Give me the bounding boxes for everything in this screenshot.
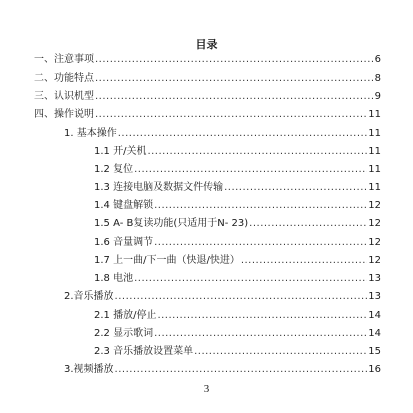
toc-entry-page: 12: [368, 200, 381, 211]
toc-entry-page: 13: [368, 273, 381, 284]
toc-entry-label: 2.1 播放/停止: [94, 310, 157, 321]
toc-entry: [94, 216, 381, 230]
toc-entry: [94, 235, 381, 249]
toc-entry-label: 三、认识机型: [34, 91, 94, 102]
toc-leader-dots: [154, 237, 367, 249]
toc-entry-page: 14: [368, 310, 381, 321]
toc-entry-label: 1.5 A- B复读功能(只适用于N- 23): [94, 218, 249, 229]
toc-leader-dots: [147, 146, 367, 158]
toc-entry: [94, 162, 381, 176]
toc-entry-page: 12: [368, 237, 381, 248]
toc-entry: [64, 362, 381, 376]
toc-entry-label: 1.3 连接电脑及数据文件传输: [94, 182, 224, 193]
toc-entry: [94, 271, 381, 285]
toc-entry-label: 1.6 音量调节: [94, 237, 154, 248]
toc-leader-dots: [118, 128, 368, 140]
toc-entry-label: 2.3 音乐播放设置菜单: [94, 346, 194, 357]
toc-leader-dots: [95, 73, 374, 85]
page-number: 3: [203, 383, 210, 395]
toc-leader-dots: [194, 346, 367, 358]
toc-entry: [94, 144, 381, 158]
toc-entry-page: 9: [374, 91, 381, 102]
toc-leader-dots: [115, 291, 368, 303]
toc-entry: [94, 326, 381, 340]
toc-entry-label: 四、操作说明: [34, 109, 94, 120]
toc-leader-dots: [115, 364, 368, 376]
toc-title: 目录: [195, 38, 218, 51]
toc-entry-page: 11: [368, 109, 381, 120]
toc-entry-label: 1. 基本操作: [64, 128, 117, 139]
toc-entry-page: 12: [368, 255, 381, 266]
toc-entry-page: 8: [374, 73, 381, 84]
toc-entry-label: 二、功能特点: [34, 73, 94, 84]
toc-leader-dots: [154, 328, 367, 340]
toc-entry-page: 12: [368, 218, 381, 229]
toc-entry-label: 1.4 键盘解锁: [94, 200, 154, 211]
toc-leader-dots: [157, 310, 367, 322]
toc-leader-dots: [249, 218, 367, 230]
toc-entry: [34, 107, 381, 121]
toc-entry: [34, 89, 381, 103]
toc-entry-label: 3.视频播放: [64, 364, 114, 375]
toc-entry-page: 13: [368, 291, 381, 302]
toc-leader-dots: [95, 109, 367, 121]
toc-leader-dots: [241, 255, 367, 267]
toc-entry: [64, 289, 381, 303]
toc-entry: [94, 308, 381, 322]
toc-entry-page: 11: [368, 164, 381, 175]
toc-entry: [94, 180, 381, 194]
toc-entry: [34, 52, 381, 66]
toc-entry-page: 16: [368, 364, 381, 375]
toc-leader-dots: [154, 200, 367, 212]
toc-entry-page: 6: [374, 54, 381, 65]
toc-entry: [94, 198, 381, 212]
toc-leader-dots: [95, 54, 374, 66]
toc-leader-dots: [95, 91, 374, 103]
toc-entry-label: 一、注意事项: [34, 54, 94, 65]
toc-entry-label: 1.1 开/关机: [94, 146, 147, 157]
toc-entry-label: 1.7 上一曲/下一曲（快退/快进）: [94, 255, 240, 266]
toc-entry: [94, 253, 381, 267]
toc-leader-dots: [134, 273, 367, 285]
toc-entry-label: 2.音乐播放: [64, 291, 114, 302]
toc-entry-page: 15: [368, 346, 381, 357]
toc-entry-page: 11: [368, 146, 381, 157]
toc-leader-dots: [224, 182, 367, 194]
toc-entry-page: 11: [368, 182, 381, 193]
toc-entry: [34, 71, 381, 85]
toc-entry-page: 14: [368, 328, 381, 339]
toc-leader-dots: [134, 164, 367, 176]
toc-entry-label: 1.2 复位: [94, 164, 134, 175]
toc-entry: [64, 126, 381, 140]
toc-entry: [94, 344, 381, 358]
toc-entry-label: 1.8 电池: [94, 273, 134, 284]
toc-entry-page: 11: [368, 128, 381, 139]
toc-entry-label: 2.2 显示歌词: [94, 328, 154, 339]
